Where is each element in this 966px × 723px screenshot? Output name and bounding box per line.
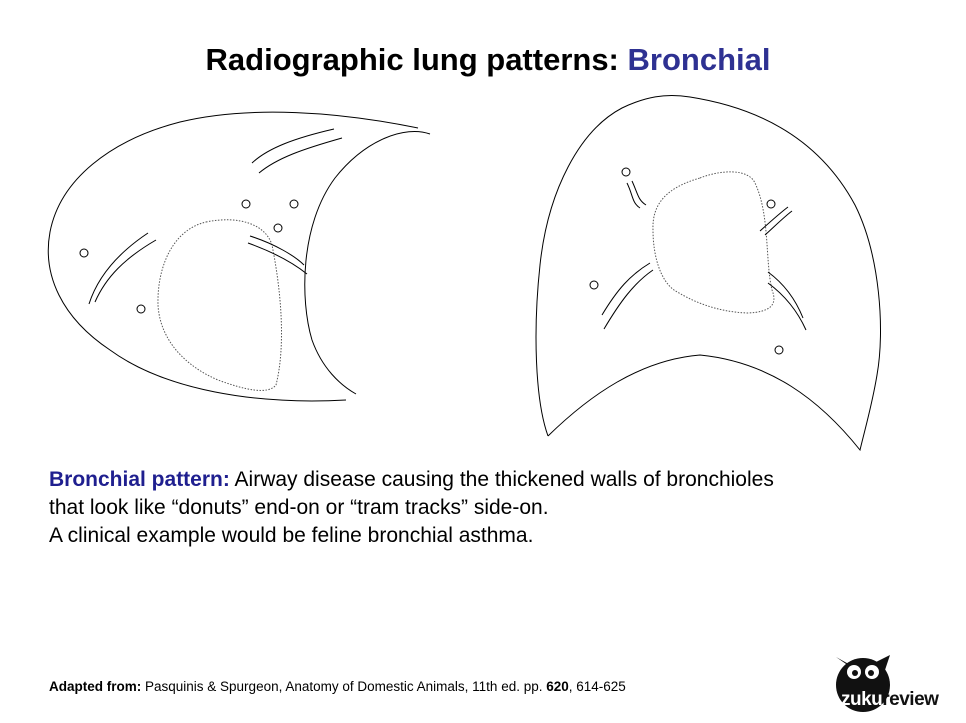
description-text <box>49 466 929 550</box>
logo-part-zuku: zuku <box>841 689 883 710</box>
description-line1-rest: Airway disease causing the thickened walls of bronchioles <box>229 468 774 491</box>
tram-track <box>604 270 653 329</box>
donut <box>622 168 630 176</box>
tram-track <box>250 236 304 265</box>
citation-text-after: , 614-625 <box>568 679 626 694</box>
tram-track <box>768 272 803 318</box>
description-line-1 <box>49 466 929 494</box>
citation-text-before: Pasquinis & Spurgeon, Anatomy of Domestic Animals, 11th ed. pp. <box>141 679 547 694</box>
tram-track <box>252 129 334 163</box>
logo-wordmark <box>841 689 938 711</box>
description-line-3: A clinical example would be feline bronchial asthma. <box>49 524 534 547</box>
vd-lung-outline <box>536 95 880 450</box>
citation-page: 620 <box>546 679 569 694</box>
lateral-lung-outline <box>48 112 430 401</box>
donut <box>590 281 598 289</box>
donut <box>80 249 88 257</box>
title-prefix: Radiographic lung patterns: <box>205 42 628 77</box>
tram-track <box>259 138 342 173</box>
donut <box>767 200 775 208</box>
tram-track <box>95 240 156 302</box>
donut <box>290 200 298 208</box>
donut <box>242 200 250 208</box>
citation-label: Adapted from: <box>49 679 142 694</box>
vd-heart-silhouette <box>653 172 774 313</box>
donut <box>137 305 145 313</box>
lateral-heart-silhouette <box>158 220 282 391</box>
description-lead: Bronchial pattern: <box>49 468 230 491</box>
title-highlight: Bronchial <box>627 42 771 77</box>
logo-part-review: review <box>882 689 939 710</box>
donut <box>775 346 783 354</box>
description-line-2: that look like “donuts” end-on or “tram tracks” side-on. <box>49 496 549 519</box>
citation-footer <box>49 679 626 694</box>
tram-track <box>602 263 650 315</box>
donut <box>274 224 282 232</box>
